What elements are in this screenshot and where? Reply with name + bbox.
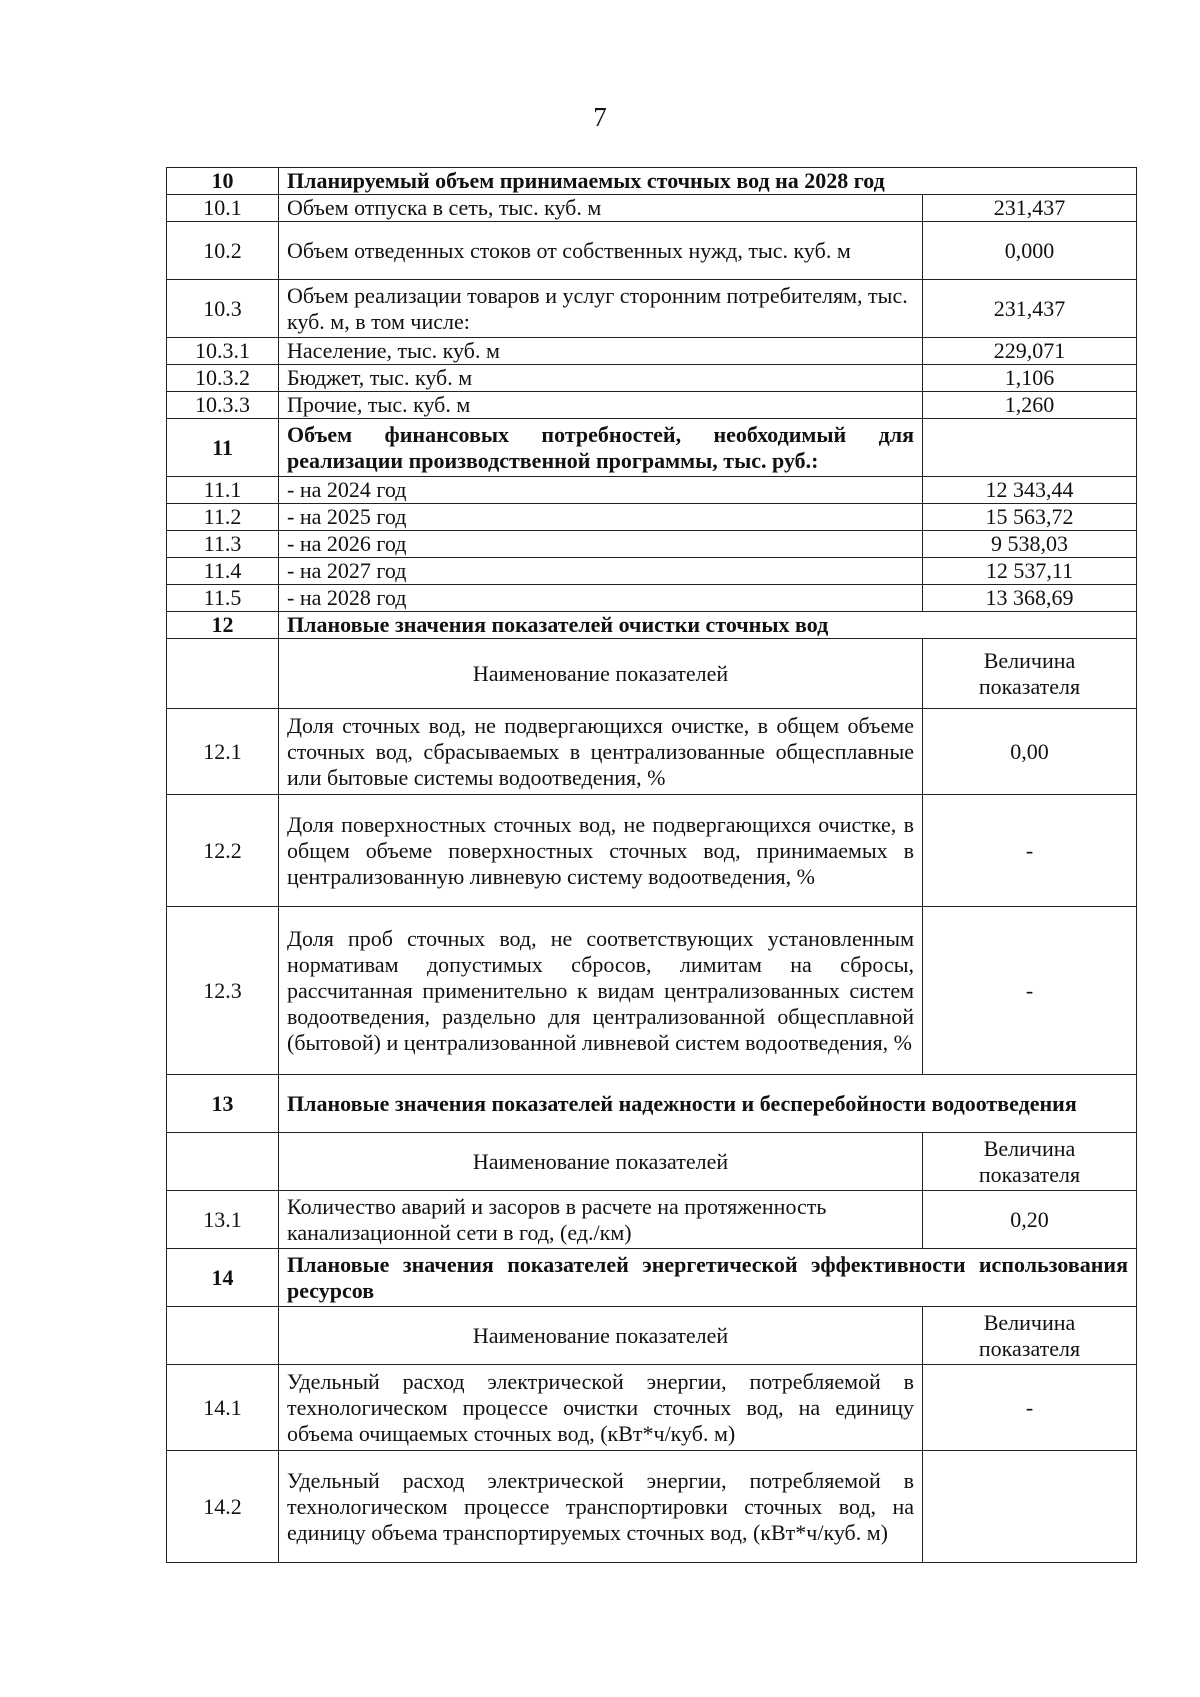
table-row <box>167 392 1137 419</box>
header-row <box>167 639 1137 709</box>
indicator-value: 13 368,69 <box>923 585 1137 612</box>
header-row <box>167 1307 1137 1365</box>
table-row <box>167 1365 1137 1451</box>
column-header-value: Величина показателя <box>923 1307 1137 1365</box>
row-number: 12.2 <box>167 795 279 907</box>
indicator-value: 1,260 <box>923 392 1137 419</box>
indicator-value <box>923 1451 1137 1563</box>
indicator-value: 0,20 <box>923 1191 1137 1249</box>
indicator-name: Бюджет, тыс. куб. м <box>279 365 923 392</box>
row-number: 10.3 <box>167 280 279 338</box>
indicator-name: Доля поверхностных сточных вод, не подвергающихся очистке, в общем объеме поверхностных сточных вод, принимаемых в централизованную ливневую систему водоотведения, % <box>279 795 923 907</box>
indicator-name: Объем отведенных стоков от собственных нужд, тыс. куб. м <box>279 222 923 280</box>
table-row <box>167 907 1137 1075</box>
row-number: 12 <box>167 612 279 639</box>
row-number: 11.4 <box>167 558 279 585</box>
table-row <box>167 531 1137 558</box>
row-number: 13.1 <box>167 1191 279 1249</box>
section-title: Объем финансовых потребностей, необходимый для реализации производственной программы, тыс. руб.: <box>279 419 923 477</box>
table-row <box>167 709 1137 795</box>
row-number: 10.3.1 <box>167 338 279 365</box>
indicator-value: 9 538,03 <box>923 531 1137 558</box>
row-number: 11.3 <box>167 531 279 558</box>
indicator-name: Доля проб сточных вод, не соответствующих установленным нормативам допустимых сбросов, лимитам на сбросы, рассчитанная применительно к видам централизованных систем водоотведения, раздельно для централизованной общесплавной (бытовой) и централизованной ливневой систем водоотведения, % <box>279 907 923 1075</box>
row-number: 14.1 <box>167 1365 279 1451</box>
indicator-value: 0,00 <box>923 709 1137 795</box>
table-row <box>167 585 1137 612</box>
row-number <box>167 1133 279 1191</box>
table-row <box>167 1451 1137 1563</box>
row-number: 10 <box>167 168 279 195</box>
row-number: 10.3.2 <box>167 365 279 392</box>
section-row-11 <box>167 419 1137 477</box>
table-row <box>167 504 1137 531</box>
table-row <box>167 365 1137 392</box>
row-number: 10.1 <box>167 195 279 222</box>
indicator-name: Объем реализации товаров и услуг сторонним потребителям, тыс. куб. м, в том числе: <box>279 280 923 338</box>
indicator-value: 231,437 <box>923 195 1137 222</box>
row-number: 11.5 <box>167 585 279 612</box>
indicator-name: - на 2024 год <box>279 477 923 504</box>
page-number: 7 <box>593 102 607 132</box>
header-row <box>167 1133 1137 1191</box>
row-number: 11 <box>167 419 279 477</box>
column-header-name: Наименование показателей <box>279 1307 923 1365</box>
indicator-value: 12 537,11 <box>923 558 1137 585</box>
section-title: Планируемый объем принимаемых сточных вод на 2028 год <box>279 168 1137 195</box>
row-number: 14.2 <box>167 1451 279 1563</box>
indicator-value: 1,106 <box>923 365 1137 392</box>
indicator-value: 12 343,44 <box>923 477 1137 504</box>
section-row-14 <box>167 1249 1137 1307</box>
row-number: 11.1 <box>167 477 279 504</box>
indicator-name: - на 2028 год <box>279 585 923 612</box>
indicator-value: - <box>923 1365 1137 1451</box>
indicator-name: Объем отпуска в сеть, тыс. куб. м <box>279 195 923 222</box>
row-number: 12.1 <box>167 709 279 795</box>
table-row <box>167 558 1137 585</box>
section-title: Плановые значения показателей энергетической эффективности использования ресурсов <box>279 1249 1137 1307</box>
row-number: 10.3.3 <box>167 392 279 419</box>
indicator-name: Прочие, тыс. куб. м <box>279 392 923 419</box>
indicator-name: Количество аварий и засоров в расчете на протяженность канализационной сети в год, (ед./км) <box>279 1191 923 1249</box>
section-title: Плановые значения показателей очистки сточных вод <box>279 612 1137 639</box>
indicator-name: Удельный расход электрической энергии, потребляемой в технологическом процессе транспортировки сточных вод, на единицу объема транспортируемых сточных вод, (кВт*ч/куб. м) <box>279 1451 923 1563</box>
column-header-name: Наименование показателей <box>279 639 923 709</box>
indicator-name: - на 2027 год <box>279 558 923 585</box>
row-number <box>167 639 279 709</box>
table-row <box>167 795 1137 907</box>
indicators-table <box>166 167 1137 1563</box>
row-number <box>167 1307 279 1365</box>
row-number: 12.3 <box>167 907 279 1075</box>
section-title: Плановые значения показателей надежности и бесперебойности водоотведения <box>279 1075 1137 1133</box>
row-number: 14 <box>167 1249 279 1307</box>
indicator-name: Население, тыс. куб. м <box>279 338 923 365</box>
indicator-value: 15 563,72 <box>923 504 1137 531</box>
row-number: 10.2 <box>167 222 279 280</box>
table-row <box>167 1191 1137 1249</box>
indicator-name: Доля сточных вод, не подвергающихся очистке, в общем объеме сточных вод, сбрасываемых в централизованные общесплавные или бытовые системы водоотведения, % <box>279 709 923 795</box>
indicator-value: 229,071 <box>923 338 1137 365</box>
column-header-name: Наименование показателей <box>279 1133 923 1191</box>
column-header-value: Величина показателя <box>923 639 1137 709</box>
indicator-value: - <box>923 907 1137 1075</box>
table-row <box>167 477 1137 504</box>
indicator-value: 231,437 <box>923 280 1137 338</box>
section-row-10 <box>167 168 1137 195</box>
table-row <box>167 280 1137 338</box>
section-row-12 <box>167 612 1137 639</box>
column-header-value: Величина показателя <box>923 1133 1137 1191</box>
table-row <box>167 222 1137 280</box>
table-row <box>167 338 1137 365</box>
indicator-name: - на 2026 год <box>279 531 923 558</box>
indicator-name: Удельный расход электрической энергии, потребляемой в технологическом процессе очистки сточных вод, на единицу объема очищаемых сточных вод, (кВт*ч/куб. м) <box>279 1365 923 1451</box>
table-row <box>167 195 1137 222</box>
section-row-13 <box>167 1075 1137 1133</box>
row-number: 11.2 <box>167 504 279 531</box>
indicator-value: - <box>923 795 1137 907</box>
indicator-value <box>923 419 1137 477</box>
indicator-value: 0,000 <box>923 222 1137 280</box>
indicator-name: - на 2025 год <box>279 504 923 531</box>
row-number: 13 <box>167 1075 279 1133</box>
